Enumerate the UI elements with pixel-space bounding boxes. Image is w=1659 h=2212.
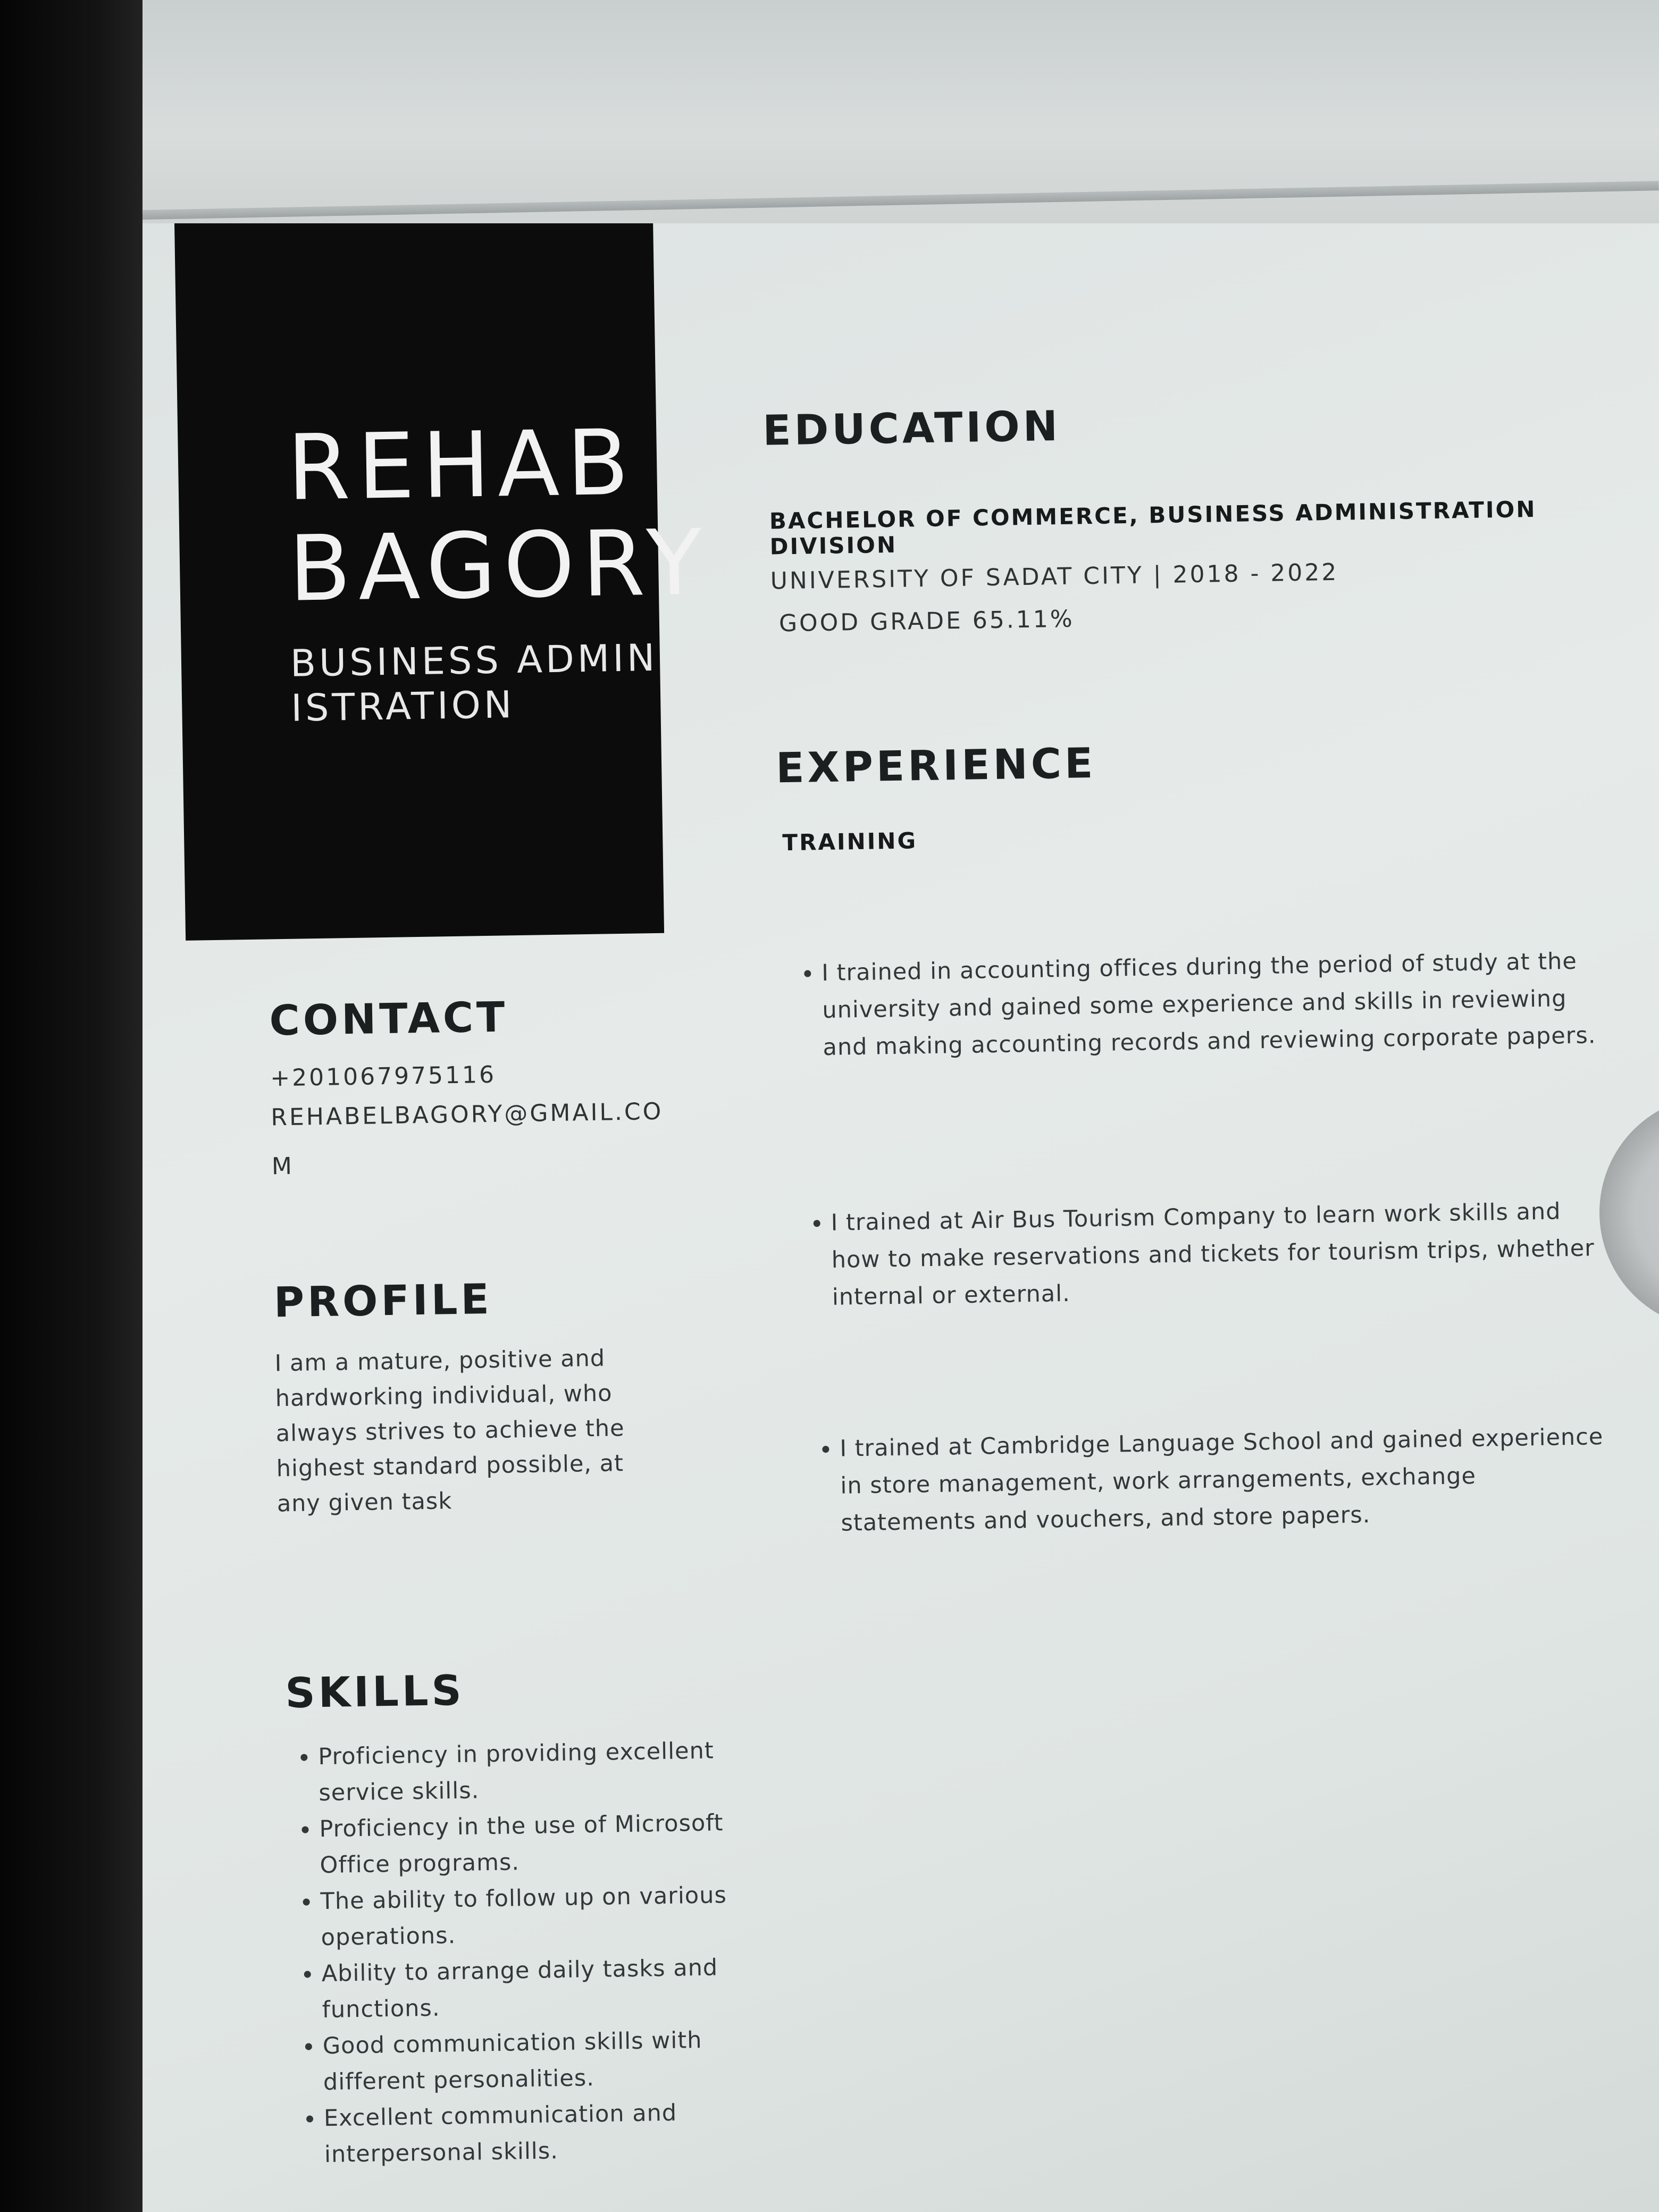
skill-item: • Proficiency in providing excellent service skills. <box>318 1732 744 1812</box>
name-header-block <box>174 223 710 941</box>
experience-list-2 <box>793 1192 1608 1317</box>
first-name: REHAB <box>286 410 638 521</box>
job-title: BUSINESS ADMINISTRATION <box>290 635 658 730</box>
experience-list-1 <box>784 942 1599 1067</box>
education-heading: EDUCATION <box>762 402 1061 455</box>
resume-document <box>143 223 1659 2212</box>
education-school: UNIVERSITY OF SADAT CITY | 2018 - 2022 <box>770 558 1339 595</box>
experience-subheading: TRAINING <box>782 827 918 856</box>
experience-heading: EXPERIENCE <box>775 739 1096 793</box>
experience-item: • I trained in accounting offices during the period of study at the university and gained some experience and skills in reviewing and making accounting records and reviewing corporate papers. <box>822 942 1599 1066</box>
skill-item: • Good communication skills with different personalities. <box>322 2022 749 2101</box>
experience-item: • I trained at Cambridge Language School and gained experience in store management, work arrangements, exchange statements and vouchers, and store papers. <box>840 1418 1618 1542</box>
skill-item: • Ability to arrange daily tasks and functions. <box>321 1949 748 2029</box>
skills-list <box>286 1732 750 2173</box>
skills-heading: SKILLS <box>284 1666 465 1718</box>
experience-list-3 <box>802 1418 1618 1543</box>
skill-item: • The ability to follow up on various operations. <box>320 1877 747 1956</box>
contact-email: REHABELBAGORY@GMAIL.COM <box>271 1097 664 1180</box>
contact-phone: +201067975116 <box>270 1061 497 1092</box>
profile-heading: PROFILE <box>273 1275 493 1327</box>
skill-item: • Excellent communication and interpersonal skills. <box>323 2094 750 2173</box>
experience-item: • I trained at Air Bus Tourism Company to learn work skills and how to make reservations and tickets for tourism trips, whether internal or external. <box>831 1192 1608 1316</box>
education-grade: GOOD GRADE 65.11% <box>778 605 1075 638</box>
contact-heading: CONTACT <box>269 993 509 1045</box>
skill-item: • Proficiency in the use of Microsoft Office programs. <box>319 1805 745 1884</box>
resume-page <box>143 223 1659 2212</box>
profile-text: I am a mature, positive and hardworking individual, who always strives to achieve the highest standard possible, at any given task <box>274 1345 625 1518</box>
monitor-bezel <box>0 0 143 2212</box>
last-name: BAGORY <box>288 510 710 622</box>
education-degree: BACHELOR OF COMMERCE, BUSINESS ADMINISTRATION DIVISION <box>769 496 1537 560</box>
